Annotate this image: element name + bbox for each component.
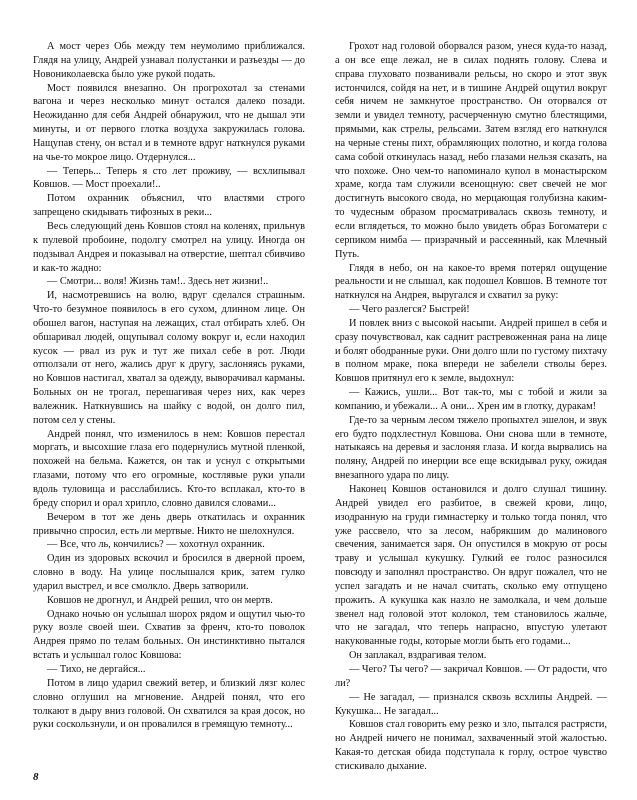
paragraph: Грохот над головой оборвался разом, унеся куда-то назад, а он все еще лежал, не в силах поднять голову. Слева и справа глуховато позванивали рельсы, но скоро и этот звук истончился, сойдя на нет, и в тишине Андрей ощутил вокруг себя ничем не замкнутое пространство. Он оторвался от земли и увидел темноту, расчерченную смутно блестящими, прямыми, как стрелы, рельсами. Затем взгляд его наткнулся на черные стены пихт, обрамляющих полотно, и когда голова сама собой откинулась назад, небо глазами нельзя сказать, на что похоже. Оно чем-то напоминало купол в монастырском храме, когда там служили всенощную: свет свечей не мог достигнуть высокого свода, но мерцающая голубизна каким-то чудесным образом просматривалась сквозь темноту, и если вглядеться, то можно было увидеть образ Богоматери с серпиком нимба — призрачный и рассеянный, как Млечный Путь. xyxy=(335,41,607,260)
paragraph: — Не загадал, — признался сквозь всхлипы Андрей. — Кукушка... Не загадал... xyxy=(335,691,607,717)
paragraph: — Чего? Ты чего? — закричал Ковшов. — От радости, что ли? xyxy=(335,663,608,689)
paragraph: Мост появился внезапно. Он прогрохотал за стенами вагона и через несколько минут остался далеко позади. Неожиданно для себя Андрей обнаружил, что не дышал эти минуты, и от первого глотка воздуха закружилась голова. Нащупав стену, он встал и в темноте вдруг наткнулся руками на чье-то мокрое лицо. Отдернулся... xyxy=(33,82,305,163)
left-column xyxy=(33,40,305,732)
paragraph: Где-то за черным лесом тяжело пропыхтел эшелон, и звук его будто подхлестнул Ковшова. Они снова шли в темноте, натыкаясь на деревья и заслоняя глаза. И когда вырвались на поляну, Андрей по инерции все еще вскидывал руку, ожидая внезапного удара по лицу. xyxy=(335,414,607,482)
paragraph: Однако ночью он услышал шорох рядом и ощутил чью-то руку возле своей шеи. Схватив за френч, кто-то поволок Андрея прямо по телам больных. Он инстинктивно пытался встать и услышал голос Ковшова: xyxy=(33,608,305,662)
paragraph: — Чего разлегся? Быстрей! xyxy=(349,304,470,316)
paragraph: А мост через Обь между тем неумолимо приближался. Глядя на улицу, Андрей узнавал полустанки и разъезды — до Новониколаевска было уже рукой подать. xyxy=(33,41,305,80)
paragraph: — Кажись, ушли... Вот так-то, мы с тобой и жили за компанию, и убежали... А они... Хрен им в глотку, дуракам! xyxy=(335,387,607,412)
paragraph: И, насмотревшись на волю, вдруг сделался страшным. Что-то безумное появилось в его сухом, длинном лице. Он обошел вагон, наступая на лежащих, стал отбирать хлеб. Он обшаривал людей, ощупывал солому вокруг и, если находил кусок — рвал из рук и тут же пихал себе в рот. Люди отползали от него, жались друг к другу, заслоняясь руками, но Ковшов настигал, хватал за одежду, выворачивал карманы. Больных он не трогал, перешагивая через них, как через валежник. Наткнувшись на шайку с водой, он долго пил, потом сел у стены. xyxy=(33,290,305,426)
paragraph: Наконец Ковшов остановился и долго слушал тишину. Андрей увидел его разбитое, в свежей крови, лицо, изодранную на груди гимнастерку и только тогда понял, что уже рассвело, что за лесом, набрякшим до малинового свечения, занимается заря. Он опустился в мокрую от росы траву и услышал кукушку. Гулкий ее голос разносился повсюду и заполнял пространство. Он вдруг пожалел, что не успел загадать и не начал считать, сколько ему отпущено прожить. А кукушка как назло не замолкала, и чем дольше звенел над головой этот колокол, тем становилось жальче, что не загадал, что теперь напрасно, впустую улетают накукованные годы, которые могли быть его годами... xyxy=(335,484,607,648)
paragraph: И повлек вниз с высокой насыпи. Андрей пришел в себя и сразу почувствовал, как саднит растревоженная рана на лице и болят ободранные руки. Они долго шли по густому пихтачу в полном мраке, пока впереди не забелели стволы берез. Ковшов притянул его к земле, выдохнул: xyxy=(335,317,607,385)
page-number: 8 xyxy=(33,771,39,783)
paragraph: Вечером в тот же день дверь откатилась и охранник привычно спросил, есть ли мертвые. Никто не шелохнулся. xyxy=(33,511,305,537)
paragraph: Глядя в небо, он на какое-то время потерял ощущение реальности и не слышал, как подошел Ковшов. В темноте тот наткнулся на Андрея, выругался и схватил за руку: xyxy=(335,262,607,302)
paragraph: Андрей понял, что изменилось в нем: Ковшов перестал моргать, и высохшие глаза его подернулись мутной пленкой, похожей на бельма. Кажется, он так и уснул с открытыми глазами, потому что его огромные, костлявые руки упали вдоль туловища и расслабились. Кто-то всплакал, кто-то в бреду спорил и орал хрипло, словно давился словами... xyxy=(33,428,305,509)
paragraph: Ковшов не дрогнул, и Андрей решил, что он мертв. xyxy=(47,594,273,606)
paragraph: Весь следующий день Ковшов стоял на коленях, прильнув к пулевой пробоине, подолгу смотрел на улицу. Иногда он подзывал Андрея и показывал на отверстие, шептал сбивчиво и как-то жадно: xyxy=(33,220,305,274)
paragraph: — Смотри... воля! Жизнь там!.. Здесь нет жизни!.. xyxy=(47,276,269,288)
paragraph: Ковшов стал говорить ему резко и зло, пытался растрясти, но Андрей ничего не понимал, захваченный этой жалостью. Какая-то детская обида подступала к горлу, острое чувство стискивало дыхание. xyxy=(335,719,607,772)
paragraph: Один из здоровых вскочил и бросился в дверной проем, словно в воду. На улице послышался крик, затем гулко ударил выстрел, и все смолкло. Дверь затворили. xyxy=(33,553,305,592)
paragraph: Потом охранник объяснил, что властями строго запрещено скидывать тифозных в реки... xyxy=(33,193,305,219)
paragraph: — Все, что ль, кончились? — хохотнул охранник. xyxy=(47,539,265,551)
right-column xyxy=(335,40,607,774)
paragraph: — Теперь... Теперь я сто лет проживу, — всхлипывал Ковшов. — Мост проехали!.. xyxy=(33,165,305,191)
paragraph: Потом в лицо ударил свежий ветер, и близкий лязг колес словно оглушил на мгновение. Андрей понял, что его толкают в дыру вниз головой. Он схватился за края досок, но руки соскользнули, и он провалился в гремящую темноту... xyxy=(33,677,305,731)
paragraph: — Тихо, не дергайся... xyxy=(47,663,146,675)
paragraph: Он заплакал, вздрагивая телом. xyxy=(349,650,487,662)
